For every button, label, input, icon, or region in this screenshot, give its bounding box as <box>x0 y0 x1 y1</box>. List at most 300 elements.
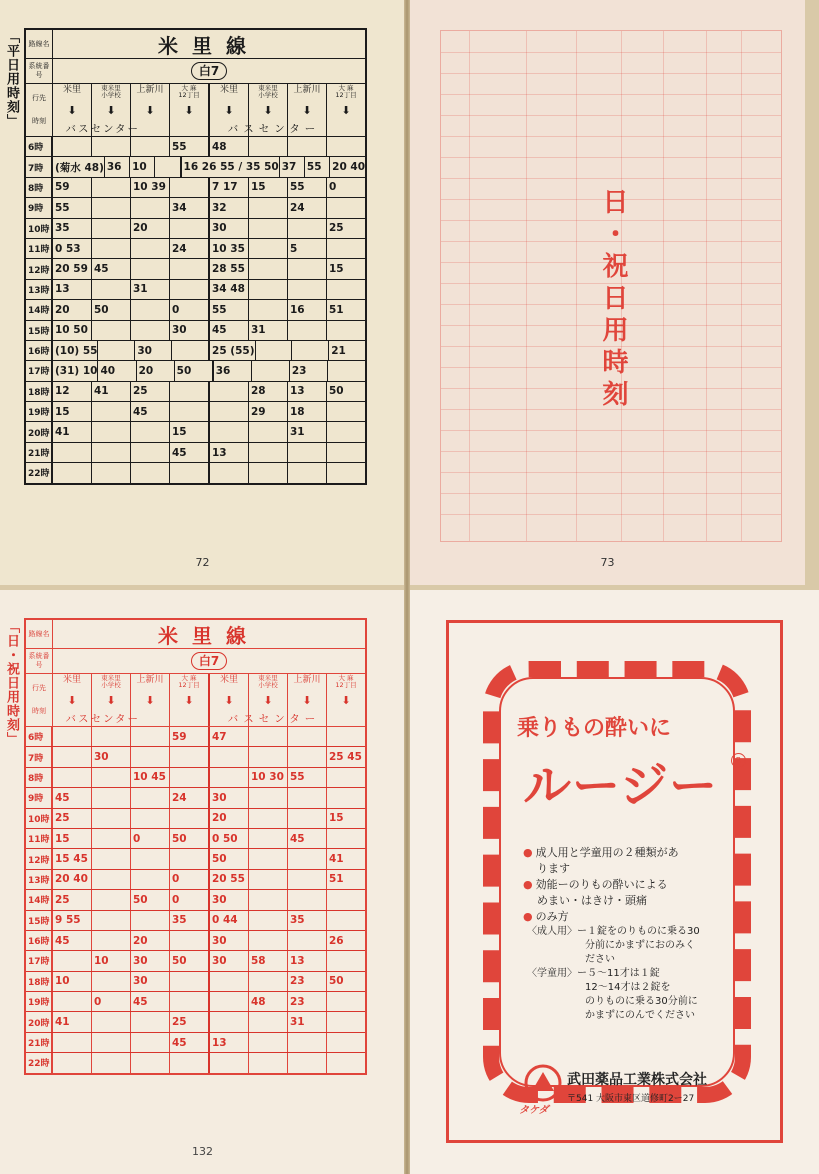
departure-minutes: 25 <box>130 382 169 401</box>
departure-minutes: 55 <box>304 157 329 176</box>
departure-minutes: 0 44 <box>208 911 248 930</box>
adult-dose-cont2: ださい <box>585 954 615 965</box>
departure-minutes: 10 30 <box>248 768 287 787</box>
departure-minutes <box>326 280 365 299</box>
hour-row <box>26 219 365 239</box>
hour-label: 8時 <box>26 178 52 197</box>
departure-minutes: 15 <box>52 829 91 848</box>
departure-minutes: 31 <box>130 280 169 299</box>
destination-label: 東米里 小学校 <box>258 84 278 99</box>
hour-label: 11時 <box>26 239 52 258</box>
ad-page <box>410 590 819 1174</box>
destination-label: 米里 <box>62 85 81 95</box>
departure-minutes <box>248 463 287 482</box>
departure-minutes <box>91 768 130 787</box>
departure-minutes: 20 <box>136 361 174 380</box>
departure-minutes <box>327 361 365 380</box>
departure-minutes: 41 <box>326 849 365 868</box>
departure-minutes <box>208 382 248 401</box>
departure-minutes <box>208 402 248 421</box>
hour-row <box>26 1012 365 1032</box>
hour-row <box>26 463 365 482</box>
hour-label: 13時 <box>26 280 52 299</box>
departure-minutes: 59 <box>52 178 91 197</box>
departure-minutes <box>52 992 91 1011</box>
departure-minutes <box>287 443 326 462</box>
departure-minutes: 25 <box>326 219 365 238</box>
ad-point-2-cont: めまい・はきけ・頭痛 <box>537 894 647 907</box>
departure-minutes <box>169 768 208 787</box>
departure-minutes <box>130 259 169 278</box>
departure-minutes <box>130 443 169 462</box>
departure-minutes: 37 <box>279 157 304 176</box>
departure-minutes <box>326 239 365 258</box>
departure-minutes: 10 50 <box>52 321 91 340</box>
departure-minutes: 26 <box>326 931 365 950</box>
departure-minutes <box>52 727 91 746</box>
departure-minutes <box>169 463 208 482</box>
departure-minutes: 25 <box>169 1012 208 1031</box>
departure-minutes: 15 <box>169 422 208 441</box>
terminal-bus-center-right: バスセンター <box>227 713 321 725</box>
departure-minutes: 20 <box>130 219 169 238</box>
departure-minutes <box>326 788 365 807</box>
ghost-row-line <box>441 94 781 95</box>
departure-minutes <box>130 422 169 441</box>
departure-minutes <box>91 280 130 299</box>
departure-minutes: 35 <box>169 911 208 930</box>
dest-col-3 <box>169 674 208 726</box>
departure-minutes: 20 40 <box>329 157 365 176</box>
hour-row <box>26 972 365 992</box>
departure-minutes: 0 53 <box>52 239 91 258</box>
ghost-col-line <box>526 31 527 541</box>
departure-minutes <box>251 361 289 380</box>
line-title: 米里線 <box>158 623 260 648</box>
departure-minutes: 45 <box>208 321 248 340</box>
departure-minutes: 34 48 <box>208 280 248 299</box>
label-route-number: 系統番号 <box>26 649 53 673</box>
hour-row <box>26 382 365 402</box>
departure-minutes: 24 <box>169 239 208 258</box>
departure-minutes: 41 <box>91 382 130 401</box>
departure-minutes: 35 <box>52 219 91 238</box>
hour-row <box>26 768 365 788</box>
departure-minutes <box>248 849 287 868</box>
departure-minutes <box>130 239 169 258</box>
child-dose-cont2: のりものに乗る30分前に <box>585 996 698 1007</box>
hour-label: 14時 <box>26 300 52 319</box>
terminal-bus-center-left: バスセンター <box>65 123 141 135</box>
departure-minutes: 10 <box>129 157 154 176</box>
ad-product-name: ルージー <box>523 758 719 814</box>
hour-row <box>26 239 365 259</box>
departure-minutes: 25 (55) <box>208 341 254 360</box>
down-arrow-icon: ⬇ <box>67 104 77 117</box>
label-hour: 時刻 <box>32 707 46 715</box>
label-hour: 時刻 <box>32 117 46 125</box>
down-arrow-icon: ⬇ <box>106 694 116 707</box>
departure-minutes <box>287 788 326 807</box>
departure-minutes: 50 <box>326 972 365 991</box>
departure-minutes: 25 <box>52 809 91 828</box>
child-dose-cont3: かまずにのんでください <box>585 1010 695 1021</box>
departure-minutes <box>255 341 292 360</box>
departure-minutes <box>130 1012 169 1031</box>
departure-minutes: 10 35 <box>208 239 248 258</box>
departure-minutes: 15 <box>326 259 365 278</box>
hour-label: 6時 <box>26 727 52 746</box>
departure-minutes: 15 45 <box>52 849 91 868</box>
down-arrow-icon: ⬇ <box>184 694 194 707</box>
ghost-row-line <box>441 451 781 452</box>
departure-minutes <box>326 890 365 909</box>
departure-minutes <box>248 137 287 156</box>
departure-minutes <box>287 280 326 299</box>
hour-label: 13時 <box>26 870 52 889</box>
departure-minutes <box>91 849 130 868</box>
departure-minutes <box>91 1012 130 1031</box>
departure-minutes: 55 <box>52 198 91 217</box>
departure-minutes <box>91 463 130 482</box>
departure-minutes: 25 45 <box>326 747 365 766</box>
departure-minutes: 48 <box>248 992 287 1011</box>
departure-minutes <box>326 768 365 787</box>
departure-minutes: 30 <box>208 890 248 909</box>
departure-minutes: 0 <box>91 992 130 1011</box>
departure-minutes <box>52 1033 91 1052</box>
destination-label: 上新川 <box>293 85 321 95</box>
departure-minutes: 30 <box>130 951 169 970</box>
departure-minutes: 31 <box>248 321 287 340</box>
registered-mark: R <box>731 753 746 768</box>
departure-minutes <box>91 829 130 848</box>
ghost-row-line <box>441 157 781 158</box>
departure-minutes: 0 50 <box>208 829 248 848</box>
departure-minutes: 30 <box>208 931 248 950</box>
departure-minutes <box>130 849 169 868</box>
holiday-side-label: 「日・祝日用時刻」 <box>4 620 19 746</box>
hour-row <box>26 911 365 931</box>
hour-row <box>26 849 365 869</box>
ghost-row-line <box>441 73 781 74</box>
destination-label: 東米里 小学校 <box>101 84 121 99</box>
departure-minutes <box>130 911 169 930</box>
departure-minutes: 9 55 <box>52 911 91 930</box>
departure-minutes <box>248 890 287 909</box>
label-destination: 行先 <box>32 94 46 102</box>
departure-minutes <box>248 300 287 319</box>
departure-minutes <box>169 809 208 828</box>
departure-minutes <box>248 870 287 889</box>
hour-label: 20時 <box>26 1012 52 1031</box>
departure-minutes: 30 <box>134 341 171 360</box>
departure-minutes <box>248 259 287 278</box>
departure-minutes: 16 <box>287 300 326 319</box>
page-132-holiday-timetable <box>0 590 405 1174</box>
departure-minutes <box>91 727 130 746</box>
departure-minutes <box>248 443 287 462</box>
hour-row <box>26 870 365 890</box>
departure-minutes <box>208 992 248 1011</box>
departure-minutes <box>248 1012 287 1031</box>
departure-minutes <box>154 157 179 176</box>
ad-company: 武田薬品工業株式会社 <box>567 1072 707 1088</box>
hour-label: 9時 <box>26 198 52 217</box>
departure-minutes: 31 <box>287 1012 326 1031</box>
hour-row <box>26 809 365 829</box>
departure-minutes <box>326 727 365 746</box>
departure-minutes: (31) 10 <box>52 361 97 380</box>
departure-minutes <box>91 443 130 462</box>
departure-minutes: 45 <box>287 829 326 848</box>
departure-minutes: 59 <box>169 727 208 746</box>
departure-minutes: 10 45 <box>130 768 169 787</box>
departure-minutes <box>248 219 287 238</box>
departure-minutes <box>169 931 208 950</box>
weekday-side-label: 「平日用時刻」 <box>4 30 19 128</box>
departure-minutes: 30 <box>208 219 248 238</box>
down-arrow-icon: ⬇ <box>184 104 194 117</box>
departure-minutes <box>130 747 169 766</box>
departure-minutes: 40 <box>97 361 135 380</box>
departure-minutes: 45 <box>169 1033 208 1052</box>
hour-row <box>26 300 365 320</box>
down-arrow-icon: ⬇ <box>263 694 273 707</box>
hour-label: 19時 <box>26 402 52 421</box>
departure-minutes: 20 <box>52 300 91 319</box>
weekday-timetable <box>24 28 367 485</box>
departure-minutes <box>208 422 248 441</box>
destination-label: 上新川 <box>136 675 164 685</box>
departure-minutes: 20 59 <box>52 259 91 278</box>
departure-minutes: 13 <box>208 443 248 462</box>
departure-minutes: 0 <box>326 178 365 197</box>
departure-minutes <box>208 972 248 991</box>
terminal-bus-center-right: バスセンター <box>227 123 321 135</box>
departure-minutes: 24 <box>287 198 326 217</box>
departure-minutes: 20 55 <box>208 870 248 889</box>
departure-minutes: 48 <box>208 137 248 156</box>
departure-minutes <box>287 809 326 828</box>
departure-minutes <box>326 829 365 848</box>
departure-minutes: 21 <box>328 341 365 360</box>
departure-minutes <box>248 239 287 258</box>
departure-minutes <box>248 422 287 441</box>
departure-minutes <box>169 178 208 197</box>
departure-minutes <box>52 747 91 766</box>
departure-minutes <box>248 829 287 848</box>
ghost-row-line <box>441 52 781 53</box>
departure-minutes <box>248 1053 287 1072</box>
departure-minutes: 58 <box>248 951 287 970</box>
departure-minutes <box>91 911 130 930</box>
holiday-timetable <box>24 618 367 1075</box>
departure-minutes: 32 <box>208 198 248 217</box>
departure-minutes <box>287 219 326 238</box>
ghost-col-line <box>663 31 664 541</box>
departure-minutes: 10 39 <box>130 178 169 197</box>
hour-label: 7時 <box>26 157 52 176</box>
departure-minutes: 30 <box>130 972 169 991</box>
departure-minutes <box>52 768 91 787</box>
departure-minutes <box>91 219 130 238</box>
hour-row <box>26 1053 365 1072</box>
departure-minutes: 50 <box>169 829 208 848</box>
departure-minutes: 36 <box>212 361 251 380</box>
departure-minutes <box>169 259 208 278</box>
ghost-row-line <box>441 514 781 515</box>
hour-row <box>26 321 365 341</box>
departure-minutes <box>208 747 248 766</box>
ghost-row-line <box>441 136 781 137</box>
hour-label: 19時 <box>26 992 52 1011</box>
label-route-number: 系統番号 <box>26 59 53 83</box>
holiday-vertical-title: 日・祝日用時刻 <box>598 188 628 412</box>
departure-minutes: 20 40 <box>52 870 91 889</box>
departure-minutes: 35 <box>287 911 326 930</box>
departure-minutes <box>287 747 326 766</box>
hour-row <box>26 951 365 971</box>
hour-row <box>26 992 365 1012</box>
ghost-row-line <box>441 493 781 494</box>
departure-minutes <box>130 198 169 217</box>
departure-minutes: 23 <box>289 361 327 380</box>
hour-label: 17時 <box>26 951 52 970</box>
ad-point-1: ● 成人用と学童用の２種類があ <box>523 845 743 861</box>
departure-minutes <box>248 747 287 766</box>
departure-minutes <box>326 992 365 1011</box>
takeda-logo-icon <box>523 1063 563 1103</box>
route-badge: 白7 <box>191 652 227 670</box>
departure-minutes: (菊水 48) <box>52 157 104 176</box>
departure-minutes: 36 <box>104 157 129 176</box>
departure-minutes: 55 <box>208 300 248 319</box>
departure-minutes: 51 <box>326 300 365 319</box>
hour-row <box>26 198 365 218</box>
departure-minutes: 0 <box>169 870 208 889</box>
hour-row <box>26 402 365 422</box>
departure-minutes <box>169 747 208 766</box>
departure-minutes: 23 <box>287 992 326 1011</box>
departure-minutes <box>52 443 91 462</box>
hour-label: 10時 <box>26 809 52 828</box>
destination-label: 大 麻 12丁目 <box>178 674 200 689</box>
dest-col-7 <box>326 84 365 136</box>
hour-row <box>26 157 365 177</box>
departure-minutes <box>287 321 326 340</box>
hour-label: 18時 <box>26 382 52 401</box>
departure-minutes: 45 <box>52 931 91 950</box>
departure-minutes <box>169 1053 208 1072</box>
departure-minutes: 41 <box>52 1012 91 1031</box>
hour-row <box>26 178 365 198</box>
departure-minutes: 18 <box>287 402 326 421</box>
departure-minutes <box>326 402 365 421</box>
destination-label: 米里 <box>219 85 238 95</box>
departure-minutes <box>326 422 365 441</box>
down-arrow-icon: ⬇ <box>224 104 234 117</box>
destination-label: 大 麻 12丁目 <box>335 84 357 99</box>
departure-minutes <box>326 1012 365 1031</box>
hour-label: 21時 <box>26 443 52 462</box>
departure-minutes <box>91 239 130 258</box>
down-arrow-icon: ⬇ <box>263 104 273 117</box>
departure-minutes <box>91 178 130 197</box>
hour-row <box>26 361 365 381</box>
departure-minutes <box>169 972 208 991</box>
page-number: 73 <box>600 556 615 569</box>
label-line-name: 路線名 <box>26 620 53 648</box>
hour-row <box>26 422 365 442</box>
departure-minutes <box>326 1033 365 1052</box>
hour-label: 16時 <box>26 341 52 360</box>
down-arrow-icon: ⬇ <box>341 694 351 707</box>
departure-minutes <box>130 870 169 889</box>
hour-label: 18時 <box>26 972 52 991</box>
hour-label: 21時 <box>26 1033 52 1052</box>
departure-minutes <box>91 1053 130 1072</box>
ghost-row-line <box>441 472 781 473</box>
page-72-weekday-timetable <box>0 0 405 585</box>
departure-minutes: 5 <box>287 239 326 258</box>
hour-row <box>26 341 365 361</box>
departure-minutes: 24 <box>169 788 208 807</box>
ad-address: 〒541 大阪市東区道修町2ー27 <box>567 1094 695 1104</box>
departure-minutes <box>287 1033 326 1052</box>
departure-minutes: 55 <box>169 137 208 156</box>
hour-label: 17時 <box>26 361 52 380</box>
departure-minutes: 34 <box>169 198 208 217</box>
departure-minutes <box>248 198 287 217</box>
departure-minutes <box>248 931 287 950</box>
departure-minutes: 12 <box>52 382 91 401</box>
departure-minutes: 13 <box>52 280 91 299</box>
departure-minutes <box>326 198 365 217</box>
departure-minutes <box>287 463 326 482</box>
adult-dose: 〈成人用〉ー１錠をのりものに乗る30 <box>527 926 700 937</box>
destination-label: 米里 <box>62 675 81 685</box>
hour-label: 11時 <box>26 829 52 848</box>
departure-minutes: 25 <box>52 890 91 909</box>
down-arrow-icon: ⬇ <box>302 694 312 707</box>
departure-minutes <box>91 972 130 991</box>
departure-minutes <box>91 890 130 909</box>
departure-minutes: 30 <box>208 788 248 807</box>
departure-minutes: 0 <box>169 300 208 319</box>
ad-description <box>523 845 743 1023</box>
departure-minutes: 30 <box>169 321 208 340</box>
departure-minutes <box>326 463 365 482</box>
departure-minutes <box>208 1012 248 1031</box>
down-arrow-icon: ⬇ <box>145 104 155 117</box>
ghost-row-line <box>441 115 781 116</box>
hour-row <box>26 1033 365 1053</box>
departure-minutes: 13 <box>208 1033 248 1052</box>
departure-minutes: 10 <box>91 951 130 970</box>
departure-minutes <box>130 1033 169 1052</box>
hour-label: 12時 <box>26 259 52 278</box>
departure-minutes <box>169 382 208 401</box>
departure-minutes <box>248 1033 287 1052</box>
departure-minutes <box>287 259 326 278</box>
departure-minutes <box>52 951 91 970</box>
departure-minutes: 20 <box>208 809 248 828</box>
ad-point-1-cont: ります <box>537 862 570 875</box>
departure-minutes <box>91 870 130 889</box>
departure-minutes <box>287 890 326 909</box>
ad-frame <box>446 620 783 1143</box>
